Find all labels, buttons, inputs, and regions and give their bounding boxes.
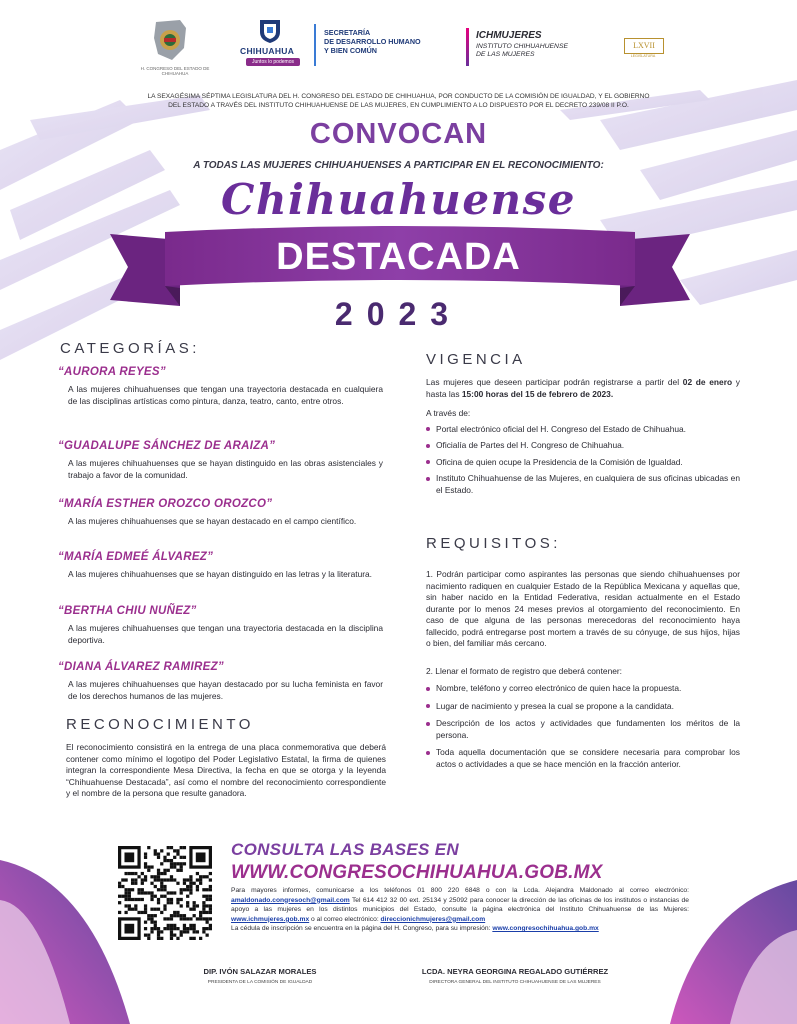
vigencia-section [426,351,740,501]
gobierno-crest-icon [258,18,282,44]
category-3 [58,498,383,528]
categorias-heading: CATEGORÍAS: [60,340,200,357]
vigencia-text-b: y hasta las [426,377,740,399]
requisito-1: 1. Podrán participar como aspirantes las personas que siendo chihuahuenses por nacimiento radiquen en cualquier Estado de la República Mexicana y aquellas que, sin haber nacido en la Entidad Federativa, residan actualmente en el Estado durante por lo menos 24 meses previos al otorgamiento del reconocimiento. En caso de que alguna de las personas merecedoras del reconocimiento haya fallecido, podrá entregarse post mortem a través de su cónyuge, de sus hijos, hijas o bien, del familiar más cercano. [426,569,740,648]
consulta-info [231,886,689,934]
requisitos-section [426,535,740,776]
signature-name-1: DIP. IVÓN SALAZAR MORALES [203,967,317,976]
legislatura-logo: LXVII [624,38,664,54]
ichmujeres-sub-2: DE LAS MUJERES [476,51,535,58]
category-text: A las mujeres chihuahuenses que tengan una trayectoria destacada en cualquiera de las disciplinas artísticas como pintura, danza, teatro, canto, entre otros. [68,384,383,406]
reconocimiento-heading: RECONOCIMIENTO [66,716,254,733]
vigencia-date-start: 02 de enero [682,377,733,387]
category-text: A las mujeres chihuahuenses que hayan destacado por su lucha feminista en favor de los derechos humanos de las mujeres. [68,679,383,701]
signature-name-2: LCDA. NEYRA GEORGINA REGALADO GUTIÉRREZ [421,967,609,976]
gobierno-name: CHIHUAHUA [240,46,295,56]
requisito-2: 2. Llenar el formato de registro que deberá contener: [426,665,623,676]
list-item: Toda aquella documentación que se considere necesaria para comprobar los actos o actividades a que se hace mención en la fracción anterior. [426,747,740,770]
requisitos-heading: REQUISITOS: [426,535,561,552]
divider-line [314,24,316,66]
email-link-1[interactable]: amaldonado.congresoch@gmail.com [231,896,350,904]
category-name: “MARÍA ESTHER OROZCO OROZCO” [58,498,273,510]
gobierno-tag [246,58,300,66]
category-text: A las mujeres chihuahuenses que se hayan distinguido en las obras asistenciales y trabajo a favor de la comunidad. [68,458,383,480]
list-item: Oficina de quien ocupe la Presidencia de la Comisión de Igualdad. [426,457,740,469]
category-6 [58,661,383,702]
seal-caption: H. CONGRESO DEL ESTADO DE CHIHUAHUA [140,66,210,76]
requisito-2-list [426,683,740,770]
convocan-heading: CONVOCAN [309,118,488,150]
categorias-section [60,340,380,357]
list-item: Descripción de los actos y actividades que fundamenten los méritos de la persona. [426,718,740,741]
ichmujeres-sub-1: INSTITUTO CHIHUAHUENSE [476,43,569,50]
category-text: A las mujeres chihuahuenses que tengan una trayectoria destacada en la disciplina deportiva. [68,623,383,645]
category-2 [58,440,383,481]
category-name: “DIANA ÁLVAREZ RAMIREZ” [58,661,224,673]
year: 2023 [334,296,463,332]
info-text-3: o al correo electrónico: [309,915,381,923]
info-text-1: Para mayores informes, comunicarse a los teléfonos 01 800 220 6848 o con la Lcda. Alejandra Maldonado al correo electrónico: [231,887,689,894]
list-item: Nombre, teléfono y correo electrónico de quien hace la propuesta. [426,683,740,695]
ichmujeres-bar [466,28,469,66]
list-item: Oficialía de Partes del H. Congreso de Chihuahua. [426,440,740,452]
category-name: “BERTHA CHIU NUÑEZ” [58,605,197,617]
category-text: A las mujeres chihuahuenses que se hayan distinguido en las letras y la literatura. [68,569,373,579]
category-name: “MARÍA EDMEÉ ÁLVAREZ” [58,551,214,563]
gobierno-tag-text: Juntos lo podemos [252,59,294,65]
signature-role-1: PRESIDENTA DE LA COMISIÓN DE IGUALDAD [207,980,313,985]
logo-row [0,18,797,80]
convocan-subtitle: A TODAS LAS MUJERES CHIHUAHUENSES A PARTICIPAR EN EL RECONOCIMIENTO: [193,160,604,171]
congress-seal-icon [150,18,190,62]
qr-code[interactable] [118,846,212,940]
secretaria-line-3: Y BIEN COMÚN [324,46,377,55]
consulta-url[interactable]: WWW.CONGRESOCHIHUAHUA.GOB.MX [231,862,603,883]
ichmujeres-sub [476,43,568,59]
vigencia-text [426,377,740,400]
vigencia-via-label: A través de: [426,408,471,418]
vigencia-heading: VIGENCIA [426,351,526,368]
congreso-link[interactable]: www.congresochihuahua.gob.mx [492,925,599,933]
intro-text [78,92,719,110]
secretaria-line-2: DE DESARROLLO HUMANO [324,37,421,46]
category-name: “AURORA REYES” [58,366,166,378]
category-4 [58,551,383,581]
destacada-title: DESTACADA [276,236,521,278]
category-text: A las mujeres chihuahuenses que se hayan destacado en el campo científico. [68,516,357,526]
vigencia-text-a: Las mujeres que deseen participar podrán registrarse a partir del [426,377,683,387]
category-1 [58,366,383,407]
consulta-title: CONSULTA LAS BASES EN [231,840,459,859]
reconocimiento-text: El reconocimiento consistirá en la entrega de una placa conmemorativa que deberá contener como mínimo el logotipo del Poder Legislativo Estatal, la firma de quienes integran la correspondiente Mesa Directiva, la fecha en que se otorga y la leyenda “Chihuahuense Destacada”, así como el nombre del reconocimiento correspondiente y el nombre de la persona que resulte ganadora. [66,742,386,798]
ichmujeres-title: ICHMUJERES [476,30,542,41]
vigencia-date-end: 15:00 horas del 15 de febrero de 2023. [461,388,614,399]
list-item: Lugar de nacimiento y presea la cual se propone a la candidata. [426,701,740,713]
reconocimiento-section [66,716,386,800]
ichmujeres-link[interactable]: www.ichmujeres.gob.mx [231,915,310,923]
email-link-2[interactable]: direccionichmujeres@gmail.com [380,915,486,923]
secretaria-line-1: SECRETARÍA [324,28,371,37]
info-text-4: La cédula de inscripción se encuentra en la página del H. Congreso, para su impresión: [231,925,493,933]
info-text-2: Tel 614 412 32 00 ext. 25134 y 25092 para conocer la dirección de las oficinas de los institutos o instancias de apoyo a las mujeres en los distintos municipios del Estado, consulte la página electrónica del Instituto Chihuahuense de las Mujeres: [231,896,689,914]
secretaria-logo [324,28,421,55]
vigencia-via-list [426,424,740,497]
list-item: Portal electrónico oficial del H. Congreso del Estado de Chihuahua. [426,424,740,436]
intro-line-2: DEL ESTADO A TRAVÉS DEL INSTITUTO CHIHUAHUENSE DE LAS MUJERES, EN CUMPLIMIENTO A LO DISPUESTO POR EL DECRETO 239/08 II P.O. [168,102,629,109]
signature-role-2: DIRECTORA GENERAL DEL INSTITUTO CHIHUAHUENSE DE LAS MUJERES [429,980,601,985]
script-title: Chihuahuense [221,175,576,224]
category-name: “GUADALUPE SÁNCHEZ DE ARAIZA” [58,440,276,452]
category-5 [58,605,383,646]
list-item: Instituto Chihuahuense de las Mujeres, en cualquiera de sus oficinas ubicadas en el Estado. [426,473,740,496]
intro-line-1: LA SEXAGÉSIMA SÉPTIMA LEGISLATURA DEL H. CONGRESO DEL ESTADO DE CHIHUAHUA, POR CONDUCTO DE LA COMISIÓN DE IGUALDAD, Y EL GOBIERNO [147,93,650,100]
legislatura-sub: LEGISLATURA [630,54,656,58]
